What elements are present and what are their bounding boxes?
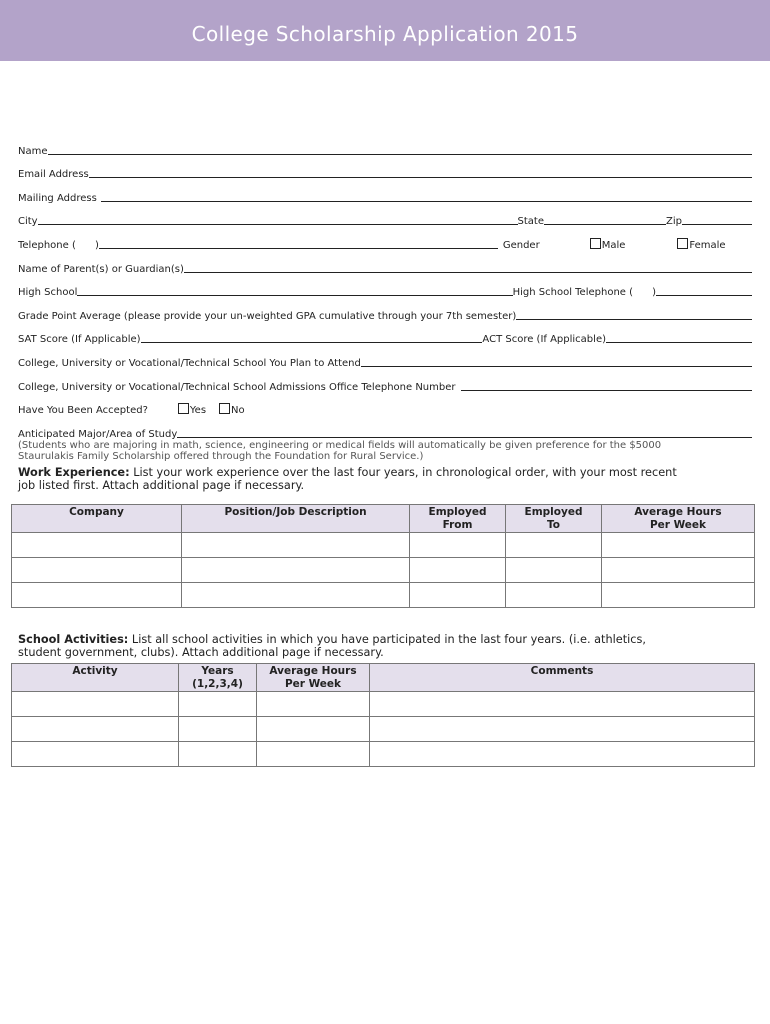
table-row: [12, 742, 755, 767]
table-row: [12, 692, 755, 717]
telephone-label: Telephone ( ): [18, 239, 99, 251]
work-experience-intro: [18, 466, 758, 493]
table-cell[interactable]: [370, 717, 755, 742]
table-cell[interactable]: [12, 742, 179, 767]
work-experience-table: [11, 504, 755, 608]
table-cell[interactable]: [506, 583, 602, 608]
table-cell[interactable]: [506, 533, 602, 558]
zip-label: Zip: [666, 216, 682, 228]
act-field[interactable]: [606, 342, 752, 343]
table-cell[interactable]: [602, 558, 755, 583]
college-plan-label: College, University or Vocational/Technical School You Plan to Attend: [18, 357, 361, 369]
accepted-label: Have You Been Accepted?: [18, 405, 148, 417]
school-activities-table: [11, 663, 755, 767]
college-plan-field[interactable]: [361, 366, 752, 367]
no-label: No: [231, 405, 245, 417]
city-field[interactable]: [38, 224, 518, 225]
table-cell[interactable]: [602, 533, 755, 558]
col-average-hours: Average Hours Per Week: [602, 505, 755, 533]
table-cell[interactable]: [370, 742, 755, 767]
table-row: [12, 583, 755, 608]
major-field[interactable]: [177, 437, 752, 438]
admissions-phone-label: College, University or Vocational/Technical School Admissions Office Telephone Number: [18, 381, 456, 393]
school-activities-intro: [18, 633, 758, 660]
name-label: Name: [18, 145, 48, 157]
table-cell[interactable]: [182, 583, 410, 608]
hs-telephone-field[interactable]: [656, 295, 752, 296]
email-row: [18, 157, 752, 181]
sat-field[interactable]: [141, 342, 483, 343]
sat-label: SAT Score (If Applicable): [18, 334, 141, 346]
table-cell[interactable]: [257, 717, 370, 742]
high-school-field[interactable]: [77, 295, 512, 296]
yes-label: Yes: [189, 405, 207, 417]
parents-label: Name of Parent(s) or Guardian(s): [18, 263, 184, 275]
parents-row: [18, 251, 752, 275]
college-plan-row: [18, 345, 752, 369]
male-checkbox[interactable]: [590, 238, 601, 249]
table-cell[interactable]: [602, 583, 755, 608]
table-cell[interactable]: [506, 558, 602, 583]
state-field[interactable]: [544, 224, 666, 225]
col-activity: Activity: [12, 664, 179, 692]
school-activities-heading: School Activities:: [18, 633, 129, 646]
zip-field[interactable]: [682, 224, 752, 225]
col-position: Position/Job Description: [182, 505, 410, 533]
work-table-header: [12, 505, 755, 533]
act-label: ACT Score (If Applicable): [482, 334, 606, 346]
high-school-row: [18, 275, 752, 299]
city-state-zip-row: [18, 204, 752, 228]
accepted-row: [18, 393, 752, 417]
work-intro-line-1: List your work experience over the last four years, in chronological order, with your most recent: [129, 466, 677, 479]
table-cell[interactable]: [257, 692, 370, 717]
work-experience-heading: Work Experience:: [18, 466, 130, 479]
applicant-fields: [18, 133, 752, 463]
telephone-gender-row: [18, 227, 752, 251]
header-banner: [0, 0, 770, 61]
major-note-line-1: (Students who are majoring in math, science, engineering or medical fields will automatically be given preference for the $5000: [18, 439, 662, 451]
telephone-field[interactable]: [99, 248, 498, 249]
major-row: [18, 416, 752, 440]
table-cell[interactable]: [12, 583, 182, 608]
table-cell[interactable]: [179, 742, 257, 767]
work-intro-line-2: job listed first. Attach additional page if necessary.: [18, 479, 305, 493]
male-label: Male: [601, 239, 626, 251]
table-cell[interactable]: [370, 692, 755, 717]
table-cell[interactable]: [410, 583, 506, 608]
table-row: [12, 717, 755, 742]
table-cell[interactable]: [12, 558, 182, 583]
email-field[interactable]: [89, 177, 752, 178]
table-cell[interactable]: [410, 533, 506, 558]
female-label: Female: [689, 239, 726, 251]
major-note: [18, 440, 752, 463]
table-row: [12, 558, 755, 583]
table-cell[interactable]: [179, 717, 257, 742]
mailing-row: [18, 180, 752, 204]
table-cell[interactable]: [12, 533, 182, 558]
gpa-label: Grade Point Average (please provide your un-weighted GPA cumulative through your 7th semester): [18, 310, 517, 322]
page-title: College Scholarship Application 2015: [191, 22, 579, 46]
gpa-field[interactable]: [516, 319, 752, 320]
activities-intro-line-2: student government, clubs). Attach additional page if necessary.: [18, 646, 384, 660]
city-label: City: [18, 216, 38, 228]
hs-telephone-label: High School Telephone ( ): [512, 287, 656, 299]
table-cell[interactable]: [12, 717, 179, 742]
admissions-phone-row: [18, 369, 752, 393]
gender-label: Gender: [502, 239, 540, 251]
activities-table-header: [12, 664, 755, 692]
admissions-phone-field[interactable]: [461, 390, 753, 391]
yes-checkbox[interactable]: [178, 403, 189, 414]
major-note-line-2: Staurulakis Family Scholarship offered through the Foundation for Rural Service.): [18, 451, 424, 463]
table-cell[interactable]: [179, 692, 257, 717]
col-comments: Comments: [370, 664, 755, 692]
no-checkbox[interactable]: [219, 403, 230, 414]
table-cell[interactable]: [182, 558, 410, 583]
col-employed-to: Employed To: [506, 505, 602, 533]
col-activity-hours: Average Hours Per Week: [257, 664, 370, 692]
table-cell[interactable]: [257, 742, 370, 767]
test-scores-row: [18, 322, 752, 346]
mailing-label: Mailing Address: [18, 192, 97, 204]
activities-intro-line-1: List all school activities in which you have participated in the last four years. (i.e. athletics,: [128, 633, 646, 646]
table-cell[interactable]: [182, 533, 410, 558]
parents-field[interactable]: [184, 272, 752, 273]
table-cell[interactable]: [410, 558, 506, 583]
name-field[interactable]: [48, 154, 752, 155]
table-cell[interactable]: [12, 692, 179, 717]
mailing-field[interactable]: [101, 201, 752, 202]
major-label: Anticipated Major/Area of Study: [18, 428, 178, 440]
high-school-label: High School: [18, 287, 78, 299]
female-checkbox[interactable]: [677, 238, 688, 249]
col-company: Company: [12, 505, 182, 533]
name-row: [18, 133, 752, 157]
table-row: [12, 533, 755, 558]
state-label: State: [517, 216, 545, 228]
col-employed-from: Employed From: [410, 505, 506, 533]
email-label: Email Address: [18, 169, 89, 181]
gpa-row: [18, 298, 752, 322]
col-years: Years (1,2,3,4): [179, 664, 257, 692]
